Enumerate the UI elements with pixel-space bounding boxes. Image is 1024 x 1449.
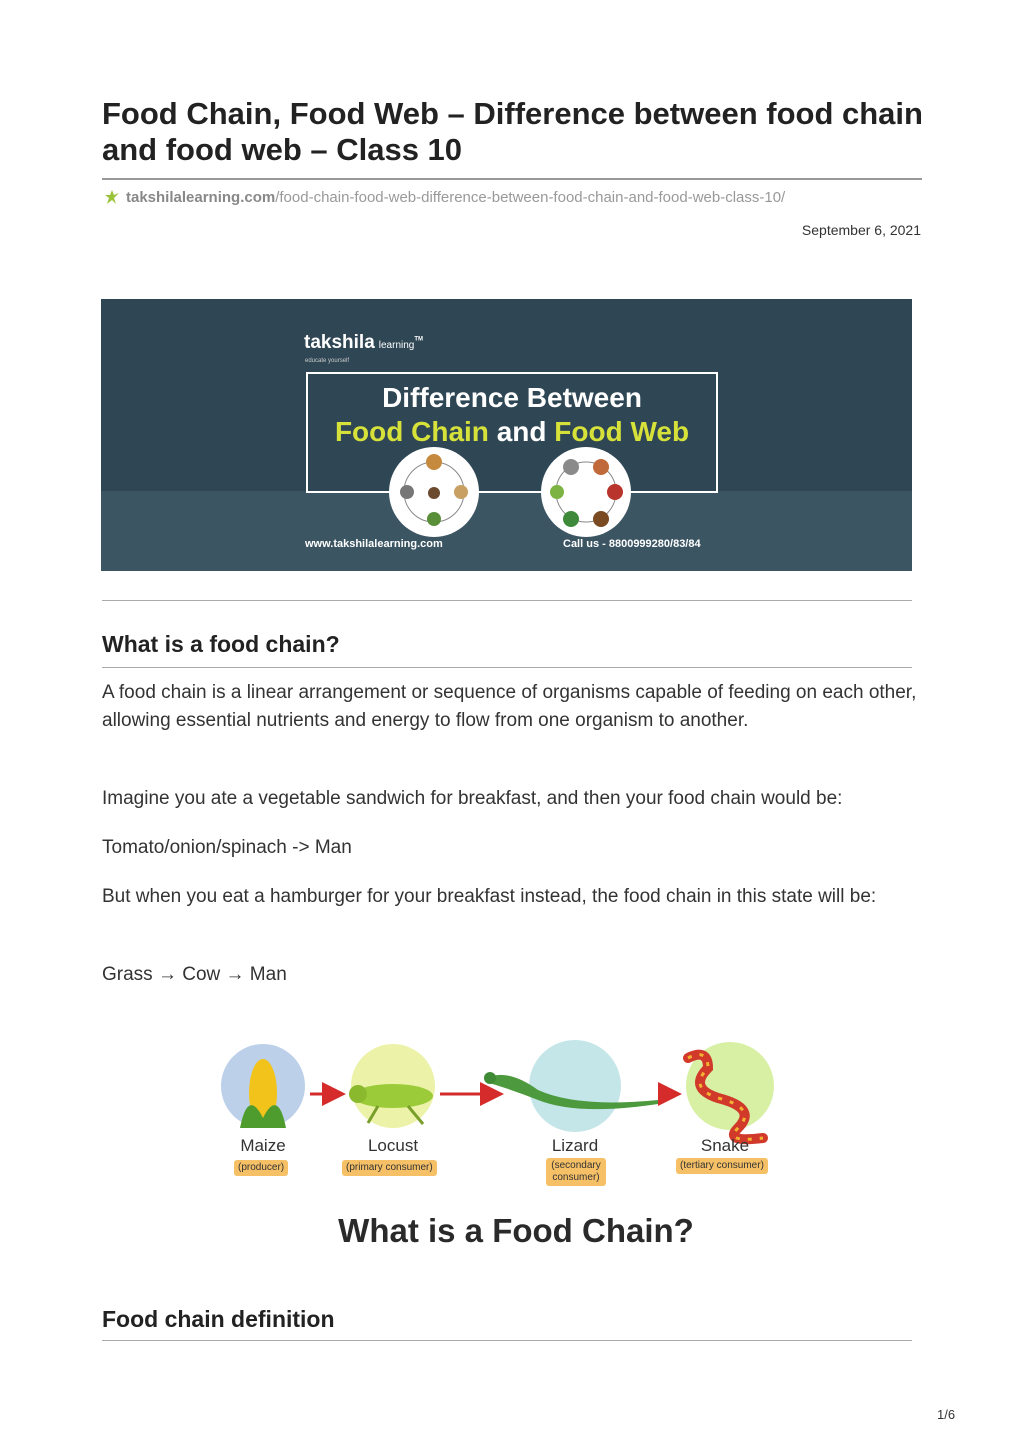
lizard-bg	[529, 1040, 621, 1132]
logo-sub: learning	[378, 340, 415, 351]
source-link[interactable]	[104, 189, 785, 206]
source-domain: takshilalearning.com	[126, 189, 276, 206]
banner-phone: Call us - 8800999280/83/84	[563, 538, 701, 550]
banner-food-web: Food Web	[554, 416, 690, 447]
paragraph-hamburger: But when you eat a hamburger for your breakfast instead, the food chain in this state will be:	[102, 886, 877, 907]
label-maize: Maize	[240, 1136, 286, 1155]
food-chain-heading: What is a food chain?	[102, 631, 340, 657]
banner-website: www.takshilalearning.com	[305, 538, 443, 550]
badge-tertiary-consumer: (tertiary consumer)	[676, 1158, 768, 1174]
logo-text: takshila	[304, 332, 375, 353]
takshila-logo-icon	[104, 189, 120, 205]
label-lizard: Lizard	[551, 1136, 599, 1155]
banner-logo	[304, 332, 424, 364]
section-divider	[102, 600, 912, 601]
banner-food-chain: Food Chain	[334, 416, 489, 447]
food-web-circle-icon	[541, 447, 631, 537]
paragraph-sandwich: Imagine you ate a vegetable sandwich for breakfast, and then your food chain would be:	[102, 788, 843, 809]
logo-tagline: educate yourself	[305, 358, 350, 364]
badge-primary-consumer: (primary consumer)	[342, 1160, 437, 1176]
logo-tm: TM	[414, 336, 424, 343]
banner-image	[101, 299, 912, 571]
paragraph-veg-chain: Tomato/onion/spinach -> Man	[102, 837, 352, 858]
banner-and: and	[496, 416, 547, 447]
page-title: Food Chain, Food Web – Difference between food chain and food web – Class 10	[102, 96, 923, 167]
food-chain-circle-icon	[389, 447, 479, 537]
page-number: 1/6	[937, 1407, 956, 1422]
heading-underline	[102, 667, 912, 668]
badge-producer: (producer)	[234, 1160, 288, 1176]
label-locust: Locust	[367, 1136, 419, 1155]
paragraph-grass-chain: Grass → Cow → Man	[102, 964, 287, 985]
food-chain-definition-heading: Food chain definition	[102, 1306, 335, 1332]
banner-heading-line1: Difference Between	[382, 382, 642, 413]
label-snake: Snake	[700, 1136, 750, 1155]
source-path: /food-chain-food-web-difference-between-food-chain-and-food-web-class-10/	[275, 189, 786, 206]
title-divider	[102, 178, 922, 180]
banner-heading-box	[306, 372, 718, 493]
badge-secondary-consumer: (secondary consumer)	[546, 1158, 606, 1186]
diagram-title: What is a Food Chain?	[338, 1212, 694, 1249]
banner-heading-line2	[308, 416, 716, 448]
banner-lower-band	[101, 491, 912, 571]
paragraph-definition: A food chain is a linear arrangement or sequence of organisms capable of feeding on each other, allowing essential nutrients and energy to flow from one organism to another.	[102, 682, 917, 731]
definition-underline	[102, 1340, 912, 1341]
publish-date: September 6, 2021	[801, 222, 921, 238]
